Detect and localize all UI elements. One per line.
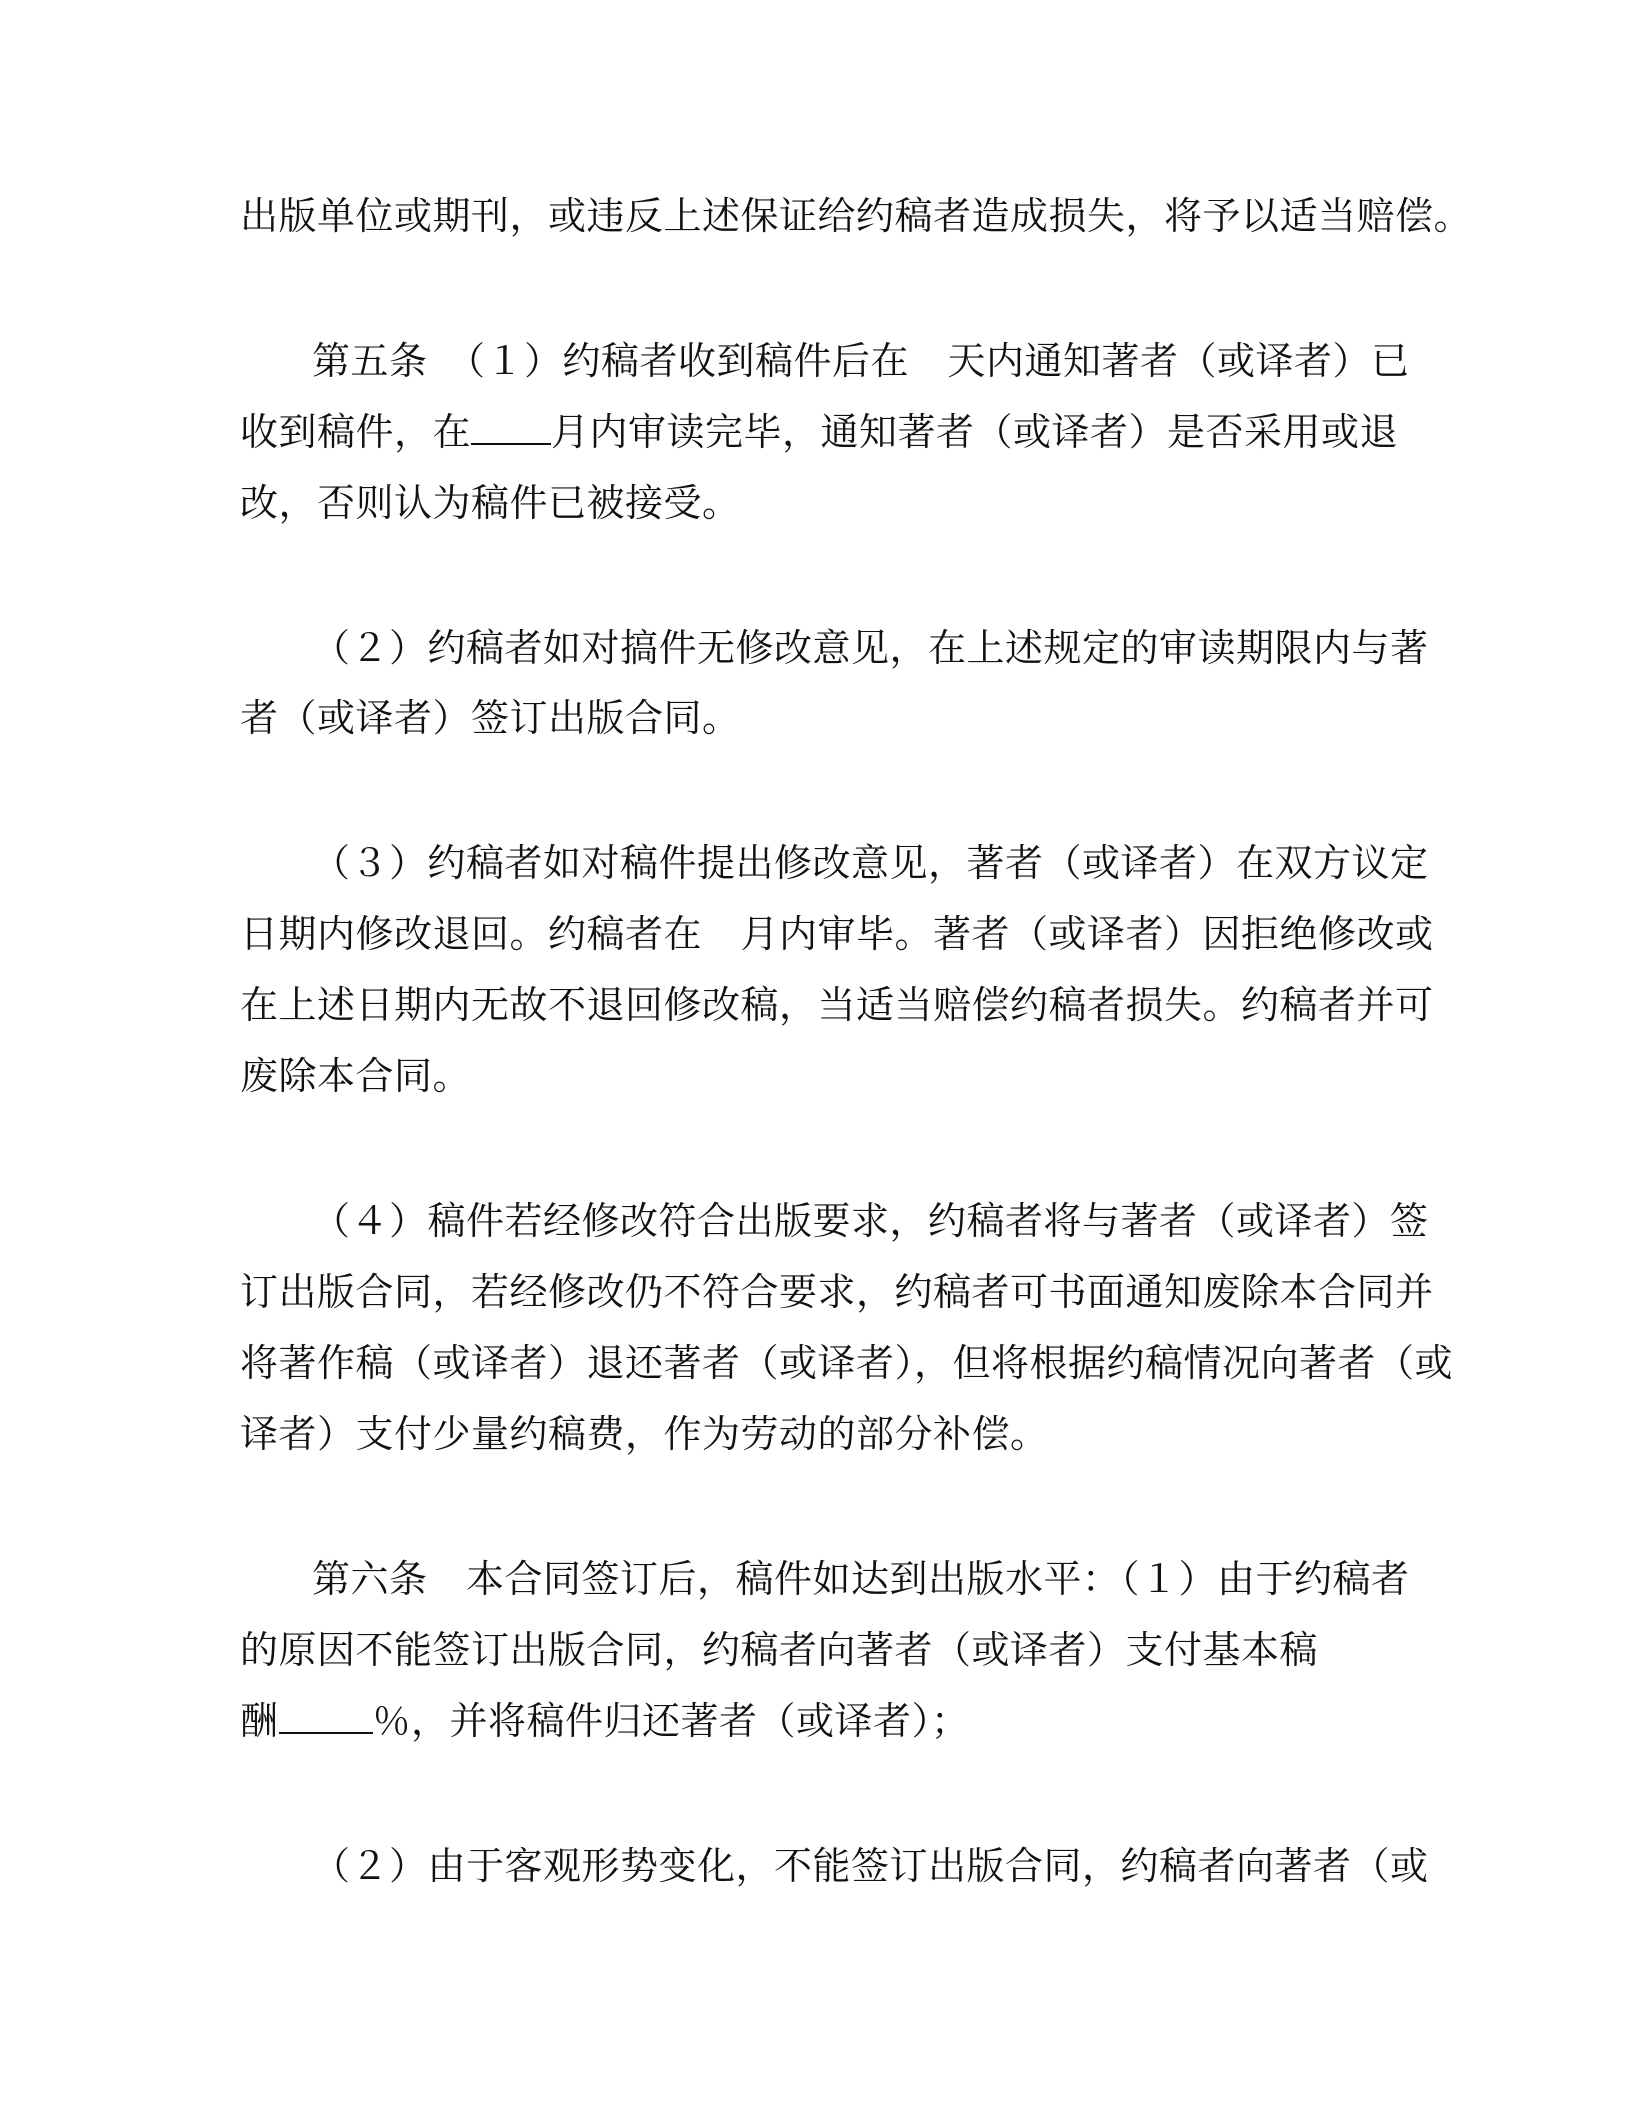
text-line-3: [240, 408, 1398, 456]
text-line-3-start: 收到稿件，在: [240, 410, 472, 454]
text-line-17: [240, 1697, 970, 1745]
text-line-1: 出版单位或期刊，或违反上述保证给约稿者造成损失，将予以适当赔偿。: [240, 194, 1473, 238]
clause-2-line: （２）约稿者如对搞件无修改意见，在上述规定的审读期限内与著: [312, 626, 1429, 670]
text-line-4: 改，否则认为稿件已被接受。: [240, 481, 741, 525]
text-line-14: 译者）支付少量约稿费，作为劳动的部分补偿。: [240, 1412, 1049, 1456]
clause-4-line: （４）稿件若经修改符合出版要求，约稿者将与著者（或译者）签: [312, 1199, 1429, 1243]
text-line-10: 废除本合同。: [240, 1054, 472, 1098]
text-line-13: 将著作稿（或译者）退还著者（或译者），但将根据约稿情况向著者（或: [240, 1341, 1454, 1385]
text-line-8: 日期内修改退回。约稿者在 月内审毕。著者（或译者）因拒绝修改或: [240, 912, 1434, 956]
text-line-16: 的原因不能签订出版合同，约稿者向著者（或译者）支付基本稿: [240, 1628, 1319, 1672]
clause-6-2-line: （２）由于客观形势变化，不能签订出版合同，约稿者向著者（或: [312, 1844, 1429, 1888]
text-line-12: 订出版合同，若经修改仍不符合要求，约稿者可书面通知废除本合同并: [240, 1270, 1434, 1314]
blank-months-field[interactable]: [471, 409, 551, 445]
text-line-3-end: 月内审读完毕，通知著者（或译者）是否采用或退: [551, 410, 1399, 454]
text-line-9: 在上述日期内无故不退回修改稿，当适当赔偿约稿者损失。约稿者并可: [240, 983, 1434, 1027]
clause-3-line: （３）约稿者如对稿件提出修改意见，著者（或译者）在双方议定: [312, 841, 1429, 885]
article-6-heading-line: 第六条 本合同签订后，稿件如达到出版水平：（１）由于约稿者: [312, 1557, 1410, 1601]
blank-percentage-field[interactable]: [279, 1698, 373, 1734]
text-line-17-end: ％，并将稿件归还著者（或译者）；: [372, 1699, 970, 1743]
article-5-heading-line: 第五条 （１）约稿者收到稿件后在 天内通知著者（或译者）已: [312, 339, 1410, 383]
text-line-6: 者（或译者）签订出版合同。: [240, 696, 741, 740]
text-line-17-start: 酬: [240, 1699, 279, 1743]
